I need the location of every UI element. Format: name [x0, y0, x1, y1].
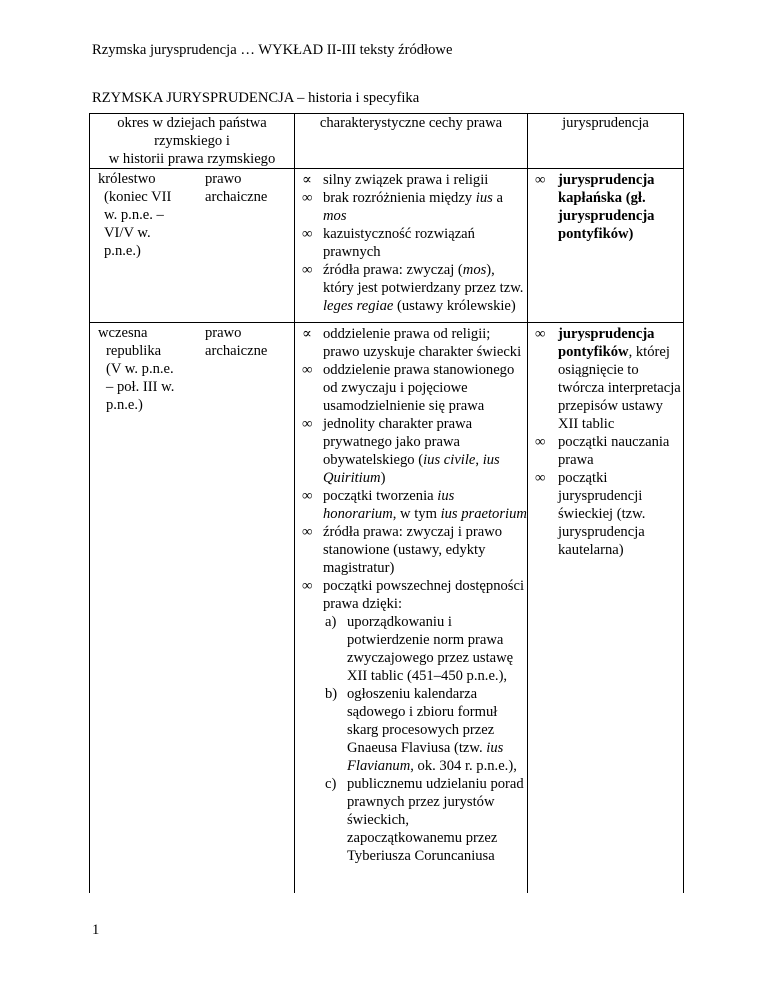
sub-list-item: a) uporządkowaniu i potwierdzenie norm prawa zwyczajowego przez ustawę XII tablic (451–450 p.n.e.),: [325, 614, 514, 684]
bullet-icon: ∞: [535, 172, 546, 188]
sub-list-item: b) ogłoszeniu kalendarza sądowego i zbioru formuł skarg procesowych przez Gnaeusa Flaviusa (tzw. ius Flavianum, ok. 304 r. p.n.e.),: [325, 686, 517, 774]
bullet-icon: ∞: [302, 488, 313, 504]
list-item: ∞ jurysprudencja pontyfików, której osiągnięcie to twórcza interpretacja przepisów ustawy XII tablic: [535, 326, 681, 432]
bullet-icon: ∞: [302, 524, 313, 540]
list-item: ∝ silny związek prawa i religii: [302, 172, 489, 188]
law-type: prawo archaiczne: [205, 325, 268, 359]
list-item: ∝ oddzielenie prawa od religii; prawo uzyskuje charakter świecki: [302, 326, 522, 360]
law-type: prawo archaiczne: [205, 171, 268, 205]
bullet-icon: ∞: [535, 470, 546, 486]
bullet-icon: ∞: [302, 578, 313, 594]
features-cell: [295, 323, 528, 894]
list-item: ∞ początki tworzenia ius honorarium, w tym ius praetorium: [302, 488, 527, 522]
page-number: 1: [92, 922, 100, 938]
list-item: ∞ brak rozróżnienia między ius a mos: [302, 190, 503, 224]
jurisprudence-cell: [528, 169, 684, 323]
list-item: ∞ jednolity charakter prawa prywatnego jako prawa obywatelskiego (ius civile, ius Quiritium): [302, 416, 500, 486]
list-item: ∞ początki jurysprudencji świeckiej (tzw. jurysprudencja kautelarna): [535, 470, 646, 558]
features-cell: [295, 169, 528, 323]
table-header-row: [90, 114, 684, 169]
header-features: charakterystyczne cechy prawa: [295, 114, 528, 169]
bullet-icon: ∞: [302, 416, 313, 432]
bullet-icon: ∞: [535, 434, 546, 450]
bullet-icon: ∞: [302, 226, 313, 242]
bullet-icon: ∝: [302, 172, 312, 188]
jurisprudence-cell: [528, 323, 684, 894]
page-header: Rzymska jurysprudencja … WYKŁAD II-III teksty źródłowe: [92, 42, 453, 58]
list-item: ∞ jurysprudencja kapłańska (gł. jurysprudencja pontyfików): [535, 172, 655, 242]
period-name: królestwo (koniec VII w. p.n.e. – VI/V w. p.n.e.): [98, 171, 172, 259]
document-title: RZYMSKA JURYSPRUDENCJA – historia i specyfika: [92, 90, 420, 106]
list-item: ∞ początki powszechnej dostępności prawa dzięki: a) uporządkowaniu i potwierdzenie norm prawa zwyczajowego przez ustawę XII tablic (451–450 p.n.e.), b) ogłoszeniu kalendarza sądowego i zbioru formuł skarg procesowych przez Gnaeusa Flaviusa (tzw. ius Flavianum, ok. 304 r. p.n.e.), c) publicznemu udzielaniu porad prawnych przez jurystów świeckich, zapoczątkowanemu przez Tyberiusza Coruncaniusa: [295, 577, 527, 865]
list-item: ∞ kazuistyczność rozwiązań prawnych: [302, 226, 475, 260]
table-row: [90, 323, 684, 894]
bullet-icon: ∞: [302, 262, 313, 278]
period-cell: [90, 323, 295, 894]
table-row: [90, 169, 684, 323]
list-item: ∞ oddzielenie prawa stanowionego od zwyczaju i pojęciowe usamodzielnienie się prawa: [302, 362, 515, 414]
list-item: ∞ początki nauczania prawa: [535, 434, 670, 468]
period-cell: [90, 169, 295, 323]
history-table: [89, 113, 684, 893]
list-item: ∞ źródła prawa: zwyczaj i prawo stanowione (ustawy, edykty magistratur): [302, 524, 503, 576]
sub-list-item: c) publicznemu udzielaniu porad prawnych przez jurystów świeckich, zapoczątkowanemu przez Tyberiusza Coruncaniusa: [325, 776, 524, 864]
bullet-icon: ∞: [535, 326, 546, 342]
bullet-icon: ∝: [302, 326, 312, 342]
header-jurisprudence: jurysprudencja: [528, 114, 684, 169]
sub-list: [323, 613, 527, 865]
header-period: okres w dziejach państwa rzymskiego i w historii prawa rzymskiego: [90, 114, 295, 169]
bullet-icon: ∞: [302, 362, 313, 378]
list-item: ∞ źródła prawa: zwyczaj (mos), który jest potwierdzany przez tzw. leges regiae (ustawy królewskie): [302, 262, 524, 314]
bullet-icon: ∞: [302, 190, 313, 206]
period-name: wczesna republika (V w. p.n.e. – poł. III w. p.n.e.): [98, 325, 175, 413]
